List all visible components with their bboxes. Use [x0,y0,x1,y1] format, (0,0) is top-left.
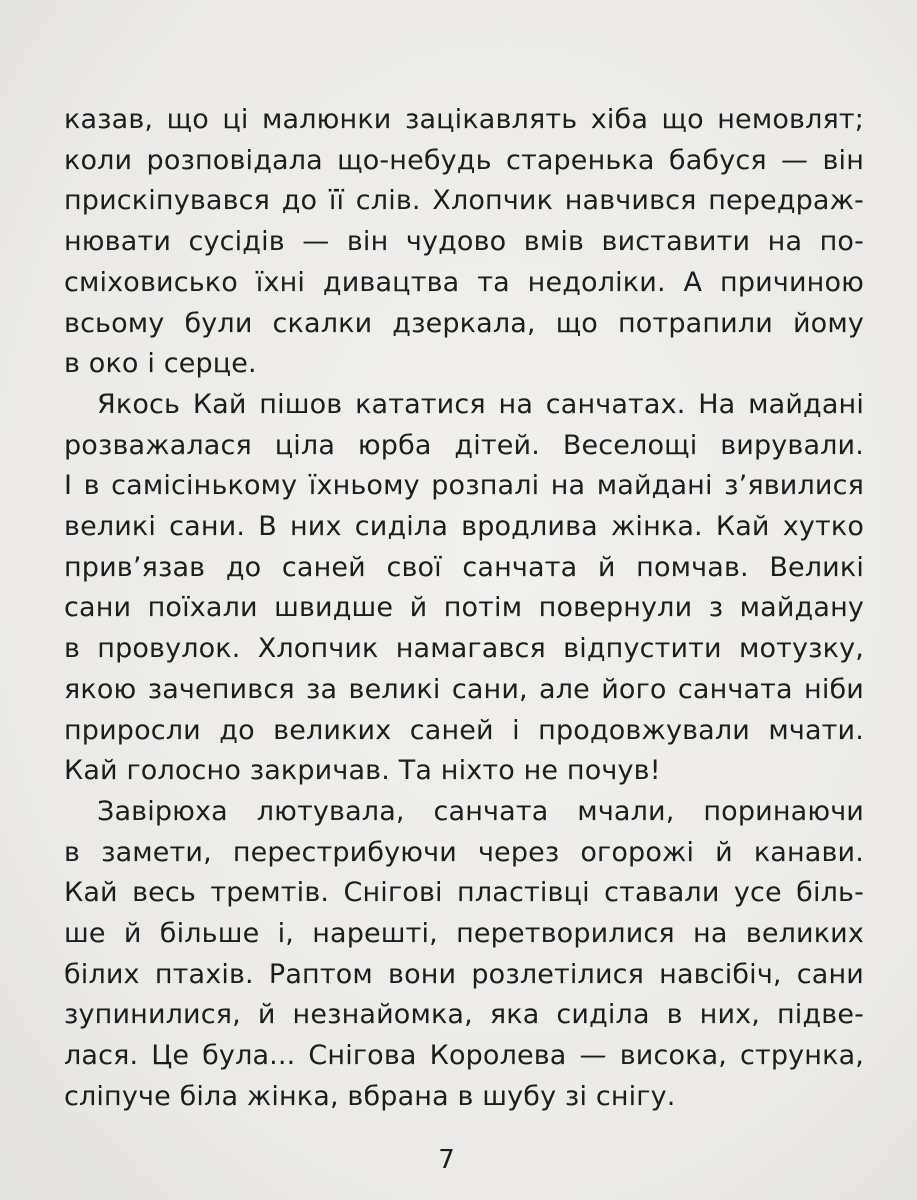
text-line: прискіпувався до її слів. Хлопчик навчився передраж- [64,185,864,217]
text-line: сміховисько їхні дивацтва та недоліки. А причиною [64,266,864,298]
text-line: приросли до великих саней і продовжували мчати. [64,714,864,746]
body-text [64,100,864,1118]
text-line: нювати сусідів — він чудово вмів виставити на по- [64,226,864,258]
text-line: Якось Кай пішов кататися на санчатах. На майдані [97,388,864,420]
text-line: в око і серце. [64,348,257,380]
text-line: в замети, перестрибуючи через огорожі й канави. [64,836,864,868]
text-line: сліпуче біла жінка, вбрана в шубу зі снігу. [64,1080,676,1112]
page-number: 7 [438,1145,455,1175]
text-line: прив’язав до саней свої санчата й помчав. Великі [64,551,864,583]
text-line: білих птахів. Раптом вони розлетілися навсібіч, сани [64,958,864,990]
text-line: коли розповідала що-небудь старенька бабуся — він [64,144,864,176]
text-line: великі сани. В них сиділа вродлива жінка. Кай хутко [64,511,864,543]
text-line: сани поїхали швидше й потім повернули з майдану [64,592,864,624]
text-line: розважалася ціла юрба дітей. Веселощі вирували. [64,429,864,461]
text-line: ше й більше і, нарешті, перетворилися на великих [64,918,864,950]
paragraph-1 [64,100,864,385]
text-line: якою зачепився за великі сани, але його санчата ніби [64,673,864,705]
text-line: Кай весь тремтів. Снігові пластівці ставали усе біль- [64,877,864,909]
text-line: лася. Це була... Снігова Королева — висока, струнка, [64,1040,864,1072]
text-line: казав, що ці малюнки зацікавлять хіба що немовлят; [64,104,864,135]
text-line: в провулок. Хлопчик намагався відпустити мотузку, [64,633,864,665]
paragraph-2 [64,385,864,792]
text-line: Завірюха лютувала, санчата мчали, поринаючи [97,795,864,827]
text-line: всьому були скалки дзеркала, що потрапили йому [64,307,864,339]
paragraph-3 [64,792,864,1118]
text-line: Кай голосно закричав. Та ніхто не почув! [64,755,661,787]
text-line: І в самісінькому їхньому розпалі на майдані з’явилися [64,470,864,502]
text-line: зупинилися, й незнайомка, яка сиділа в них, підве- [64,999,864,1031]
